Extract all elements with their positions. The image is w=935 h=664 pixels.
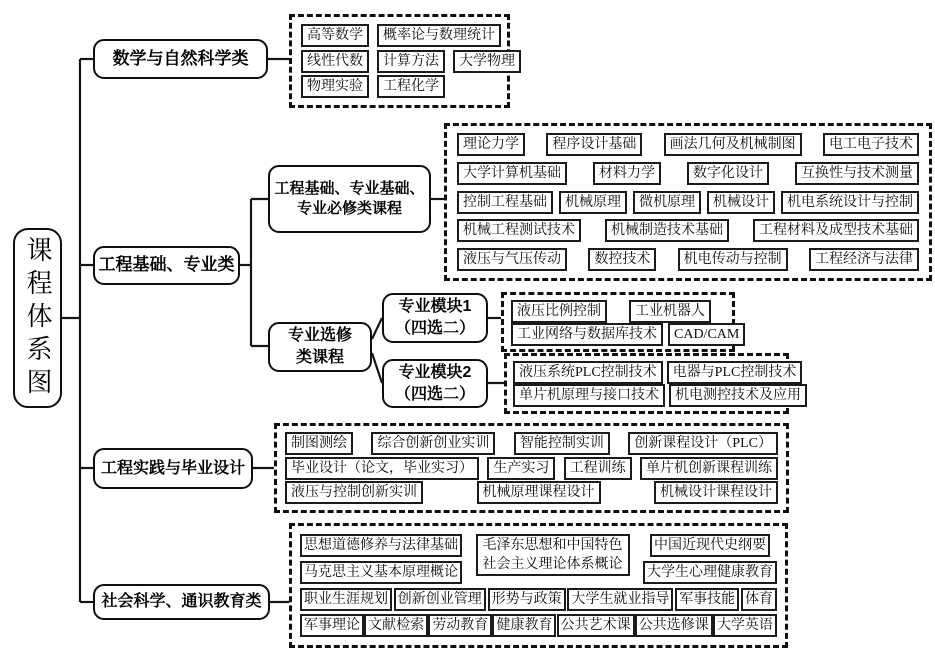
course-box: 概率论与数理统计 — [377, 24, 501, 47]
course-row — [513, 361, 797, 384]
course-row — [300, 614, 777, 637]
subnode-label-line1: 专业选修 — [287, 327, 352, 345]
course-row — [511, 323, 740, 346]
course-box: 机械原理课程设计 — [477, 481, 601, 504]
root-label: 课程体系图 — [23, 235, 53, 401]
course-box: 大学生心理健康教育 — [643, 561, 777, 584]
course-box: 材料力学 — [593, 162, 661, 185]
course-box: 马克思主义基本原理概论 — [300, 561, 462, 584]
course-row — [300, 588, 777, 611]
root-node — [13, 228, 62, 408]
course-line: 社会主义理论体系概论 — [482, 557, 623, 572]
course-box: 物理实验 — [301, 75, 369, 98]
branch-practice-graduation — [93, 448, 253, 489]
module-2-node — [382, 359, 488, 408]
course-box: 体育 — [741, 588, 777, 611]
course-row — [457, 133, 919, 156]
course-box: 数控技术 — [588, 248, 656, 271]
course-box: 文献检索 — [364, 614, 428, 637]
course-box: 电工电子技术 — [823, 133, 919, 156]
module-label-line2: （四选二） — [394, 320, 475, 337]
course-box: 单片机原理与接口技术 — [513, 384, 665, 407]
course-box: 电器与PLC控制技术 — [667, 361, 803, 384]
course-box: 智能控制实训 — [514, 432, 610, 455]
branch-social-general — [93, 584, 270, 620]
course-box: 液压比例控制 — [511, 300, 607, 323]
course-box: 劳动教育 — [428, 614, 492, 637]
course-box: 工程材料及成型技术基础 — [753, 219, 919, 242]
course-box: 数字化设计 — [687, 162, 769, 185]
course-box: 计算方法 — [377, 50, 445, 73]
course-group-math-science — [289, 14, 515, 108]
course-box: 程序设计基础 — [546, 133, 642, 156]
course-box: 职业生涯规划 — [300, 588, 392, 611]
course-box: 机电测控技术及应用 — [669, 384, 807, 407]
course-box: 中国近现代史纲要 — [650, 534, 770, 557]
course-box: 机械设计课程设计 — [654, 481, 778, 504]
course-box: CAD/CAM — [668, 323, 745, 346]
branch-label: 社会科学、通识教育类 — [101, 593, 262, 611]
course-box: 毕业设计（论文，毕业实习） — [285, 457, 479, 480]
branch-engineering — [93, 246, 240, 285]
subnode-label-line2: 专业必修类课程 — [296, 200, 402, 217]
course-box: 单片机创新课程训练 — [640, 457, 778, 480]
course-box: 创新课程设计（PLC） — [628, 432, 778, 455]
branch-label: 工程基础、专业类 — [98, 255, 235, 275]
course-box: 工业机器人 — [629, 300, 711, 323]
branch-label: 数学与自然科学类 — [112, 48, 249, 68]
course-line: 毛泽东思想和中国特色 — [482, 538, 623, 553]
course-stack — [300, 534, 462, 584]
module-label-line1: 专业模块2 — [398, 363, 472, 381]
course-box: 形势与政策 — [488, 588, 566, 611]
module-1-node — [382, 293, 488, 343]
course-box: 健康教育 — [492, 614, 556, 637]
course-box: 创新创业管理 — [394, 588, 486, 611]
subnode-label-line2: 类课程 — [295, 349, 344, 366]
course-box: 机械原理 — [559, 191, 627, 214]
course-box: 控制工程基础 — [457, 191, 553, 214]
course-group-practice — [274, 423, 789, 513]
course-box-two-line — [476, 534, 630, 576]
course-box: 工程化学 — [377, 75, 445, 98]
branch-label: 工程实践与毕业设计 — [100, 459, 245, 477]
course-box: 制图测绘 — [285, 432, 353, 455]
course-box: 军事技能 — [675, 588, 739, 611]
course-row — [457, 248, 919, 271]
course-pillar-row — [300, 534, 777, 584]
course-box: 军事理论 — [300, 614, 364, 637]
course-row — [457, 162, 919, 185]
course-group-required — [444, 123, 932, 281]
subnode-label-line1: 工程基础、专业基础、 — [274, 179, 425, 197]
course-box: 液压系统PLC控制技术 — [513, 361, 663, 384]
course-row — [513, 384, 801, 407]
course-row — [511, 300, 725, 323]
course-box: 微机原理 — [633, 191, 701, 214]
course-box: 大学英语 — [713, 614, 777, 637]
course-box: 液压与控制创新实训 — [285, 481, 423, 504]
course-row — [285, 481, 778, 504]
course-box: 工程训练 — [564, 457, 632, 480]
course-box: 大学生就业指导 — [567, 588, 673, 611]
course-row — [457, 191, 919, 214]
course-box: 线性代数 — [301, 50, 369, 73]
branch-math-science — [93, 39, 268, 79]
course-row — [301, 75, 498, 98]
module-label-line1: 专业模块1 — [398, 298, 472, 316]
course-box: 互换性与技术测量 — [795, 162, 919, 185]
course-box: 液压与气压传动 — [457, 248, 567, 271]
subnode-required-courses — [268, 165, 431, 233]
course-box: 工业网络与数据库技术 — [511, 323, 663, 346]
course-box: 思想道德修养与法律基础 — [300, 534, 462, 557]
course-box: 大学物理 — [453, 50, 521, 73]
course-box: 大学计算机基础 — [457, 162, 567, 185]
course-row — [285, 457, 778, 480]
course-group-social — [289, 523, 788, 648]
course-box: 工程经济与法律 — [809, 248, 919, 271]
course-box: 公共艺术课 — [557, 614, 635, 637]
course-stack — [643, 534, 777, 584]
course-box: 公共选修课 — [635, 614, 713, 637]
course-box: 高等数学 — [301, 24, 369, 47]
course-box: 生产实习 — [487, 457, 555, 480]
course-box: 画法几何及机械制图 — [664, 133, 802, 156]
module-label-line2: （四选二） — [394, 385, 475, 403]
course-box: 机电系统设计与控制 — [781, 191, 919, 214]
course-box: 理论力学 — [457, 133, 525, 156]
course-box: 机械制造技术基础 — [605, 219, 729, 242]
course-group-module-2 — [504, 353, 801, 414]
subnode-elective-courses — [268, 322, 372, 372]
course-box: 机械工程测试技术 — [457, 219, 581, 242]
course-box: 综合创新创业实训 — [371, 432, 495, 455]
course-row — [301, 24, 498, 47]
course-row — [301, 50, 515, 73]
course-box: 机电传动与控制 — [678, 248, 788, 271]
course-row — [285, 432, 778, 455]
course-row — [457, 219, 919, 242]
course-box: 机械设计 — [707, 191, 775, 214]
course-group-module-1 — [501, 292, 740, 352]
